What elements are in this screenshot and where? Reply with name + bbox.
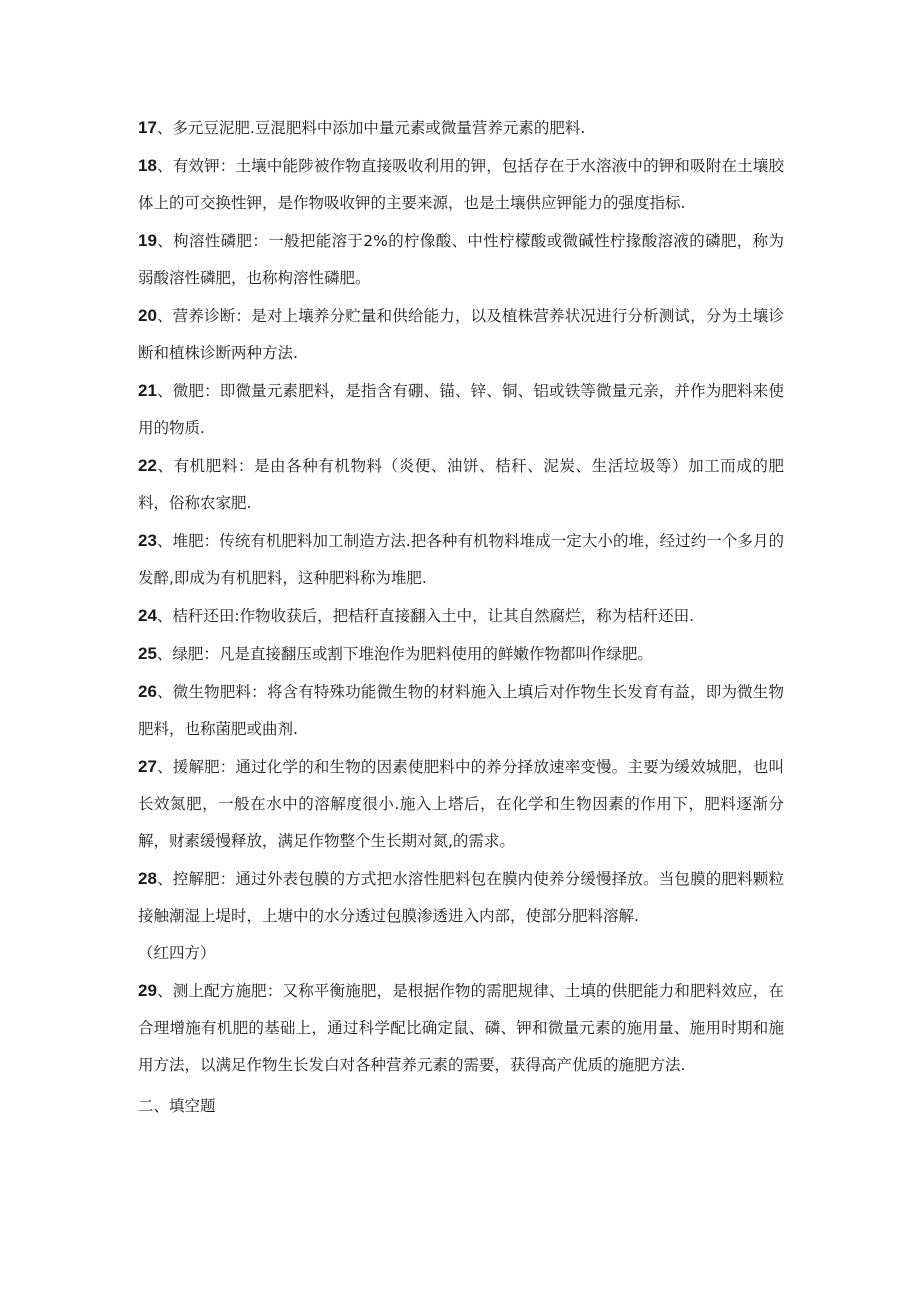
term-17 [138, 109, 784, 147]
section-heading: 二、填空题 [138, 1097, 216, 1115]
source-note: （红四方） [138, 944, 216, 962]
term-text: 、有效钾：土壤中能陟被作物直接吸收利用的钾，包括存在于水溶液中的钾和吸附在土壤胶体上的可交换性钾，是作物吸收钾的主要来源，也是土壤供应钾能力的强度指标. [138, 157, 784, 212]
term-29 [138, 972, 784, 1084]
term-number: 17 [138, 118, 157, 137]
term-text: 、堆肥：传统有机肥料加工制造方法.把各种有机物料堆成一定大小的堆，经过约一个多月的发醉,即成为有机肥料，这种肥料称为堆肥. [138, 532, 784, 587]
term-number: 23 [138, 531, 157, 550]
term-text: 、微生物肥料：将含有特殊功能微生物的材料施入上填后对作物生长发育有益，即为微生物肥料，也称菌肥或曲剂. [138, 683, 784, 738]
term-text: 、有机肥料：是由各种有机物料（炎便、油饼、桔秆、泥炭、生活垃圾等）加工而成的肥料，俗称农家肥. [138, 457, 784, 512]
term-number: 26 [138, 682, 157, 701]
term-26 [138, 673, 784, 748]
term-23 [138, 522, 784, 597]
term-text: 、绿肥：凡是直接翻压或割下堆泡作为肥料使用的鲜嫩作物都叫作绿肥。 [156, 645, 653, 663]
term-20 [138, 297, 784, 372]
term-text: 、测上配方施肥：又称平衡施肥，是根据作物的需肥规律、土填的供肥能力和肥料效应，在合理增施有机肥的基础上，通过科学配比确定鼠、磷、钾和微量元素的施用量、施用时期和施用方法，以满足作物生长发白对各种营养元素的需要，获得高产优质的施肥方法. [138, 982, 784, 1074]
term-number: 24 [138, 606, 157, 625]
term-number: 28 [138, 869, 157, 888]
term-text: 、多元豆泥肥.豆混肥料中添加中量元素或微量营养元素的肥料. [156, 119, 586, 137]
term-text: 、控解肥：通过外表包膜的方式把水溶性肥料包在膜内使养分缓慢择放。当包膜的肥料颗粒接触潮湿上堤时，上塘中的水分透过包膜渗透进入内部，使部分肥料溶解. [138, 870, 784, 925]
term-text: 、微肥：即微量元素肥料，是指含有硼、锚、锌、铜、铝或铁等微量元亲，并作为肥料来使用的物质. [138, 382, 784, 437]
term-number: 21 [138, 381, 157, 400]
term-number: 18 [138, 156, 157, 175]
term-19 [138, 222, 784, 297]
term-number: 29 [138, 981, 157, 1000]
term-text: 、桔秆还田:作物收获后，把桔秆直接翻入土中，让其自然腐烂，称为桔秆还田. [156, 607, 695, 625]
term-number: 22 [138, 456, 157, 475]
term-24 [138, 597, 784, 635]
term-number: 25 [138, 644, 157, 663]
term-28 [138, 860, 784, 935]
term-22 [138, 447, 784, 522]
term-25 [138, 635, 784, 673]
term-number: 20 [138, 306, 157, 325]
term-27 [138, 748, 784, 860]
document-page [138, 109, 784, 1125]
term-text: 、枸溶性磷肥：一般把能溶于2%的柠像酸、中性柠檬酸或微碱性柠掾酸溶液的磷肥，称为弱酸溶性磷肥，也称枸溶性磷肥。 [138, 232, 784, 287]
term-21 [138, 372, 784, 447]
term-number: 19 [138, 231, 157, 250]
term-text: 、营养诊断：是对上壤养分贮量和供给能力，以及植株营养状况进行分析测试，分为土壤诊断和植株诊断两种方法. [138, 307, 784, 362]
term-number: 27 [138, 757, 157, 776]
term-18 [138, 147, 784, 222]
term-text: 、援解肥：通过化学的和生物的因素使肥料中的养分择放速率变慢。主要为缓效城肥，也叫长效氮肥，一般在水中的溶解度很小.施入上塔后，在化学和生物因素的作用下，肥料逐渐分解，财素缓慢释放，满足作物整个生长期对氮,的需求。 [138, 758, 784, 850]
